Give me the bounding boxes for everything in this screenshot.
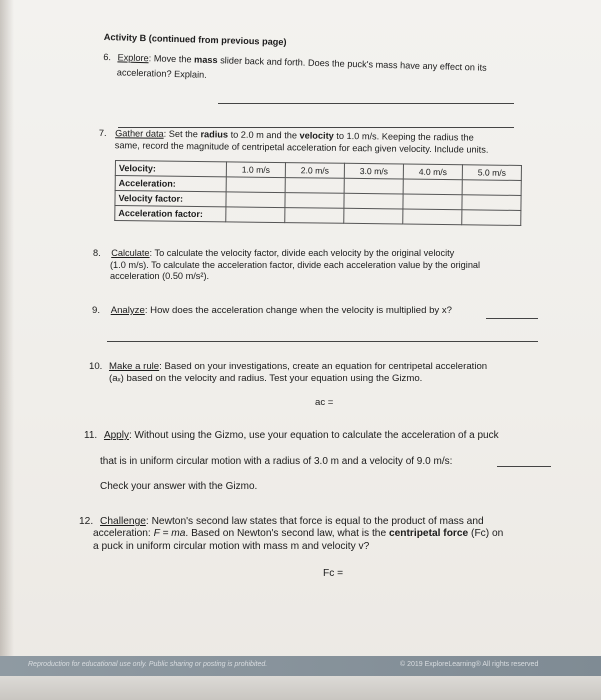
q6-label: Explore <box>117 51 149 63</box>
velocity-cell: 5.0 m/s <box>462 165 521 181</box>
q6-line2: acceleration? Explain. <box>116 67 207 80</box>
q12-equation: Fᴄ = <box>323 568 344 579</box>
acceleration-factor-input-cell[interactable] <box>403 209 462 225</box>
q7-text-a: : Set the <box>163 128 201 140</box>
acceleration-input-cell[interactable] <box>285 178 344 194</box>
q11-line1: : Without using the Gizmo, use your equation to calculate the acceleration of a puck <box>128 430 499 441</box>
q7-number: 7. <box>98 128 107 139</box>
q7-text-c: to 1.0 m/s. Keeping the radius the <box>333 130 474 143</box>
velocity-cell: 2.0 m/s <box>285 163 344 179</box>
question-9 <box>92 305 542 317</box>
velocity-factor-input-cell[interactable] <box>285 193 344 209</box>
q10-equation: aᴄ = <box>315 397 334 408</box>
q9-label: Analyze <box>110 305 145 316</box>
q12-line2b: . Based on Newton's second law, what is the <box>185 528 389 540</box>
acceleration-input-cell[interactable] <box>462 180 521 196</box>
q9-number: 9. <box>92 305 101 316</box>
acceleration-factor-input-cell[interactable] <box>344 208 403 224</box>
footer-bar <box>0 656 601 676</box>
velocity-cell: 1.0 m/s <box>226 162 285 178</box>
q6-answer-line-2[interactable] <box>118 127 514 128</box>
q12-line2a: acceleration: <box>93 528 154 540</box>
q12-equation-fma: F = ma <box>153 528 186 540</box>
row-label-acceleration: Acceleration: <box>115 176 226 192</box>
q12-line2 <box>93 528 569 540</box>
velocity-cell: 3.0 m/s <box>344 163 403 179</box>
page-shadow <box>0 0 14 700</box>
q10-number: 10. <box>89 361 103 372</box>
q10-label: Make a rule <box>109 361 160 372</box>
q8-line1: : To calculate the velocity factor, divide each velocity by the original velocity <box>149 248 455 258</box>
question-8 <box>93 248 543 283</box>
q6-text-a: : Move the <box>148 52 195 65</box>
q9-answer-line-2[interactable] <box>107 341 538 342</box>
q7-bold-radius: radius <box>200 129 229 140</box>
q6-answer-line-1[interactable] <box>218 103 514 104</box>
q11-label: Apply <box>103 430 129 441</box>
row-label-acceleration-factor: Acceleration factor: <box>115 206 226 222</box>
acceleration-factor-input-cell[interactable] <box>226 207 285 223</box>
acceleration-factor-input-cell[interactable] <box>285 208 344 224</box>
q12-line3: a puck in uniform circular motion with mass m and velocity v? <box>93 540 370 552</box>
question-10 <box>89 361 549 385</box>
footer-left-text: Reproduction for educational use only. Public sharing or posting is prohibited. <box>28 661 268 668</box>
q7-label: Gather data <box>115 128 164 139</box>
velocity-cell: 4.0 m/s <box>403 164 462 180</box>
q11-number: 11. <box>84 430 98 441</box>
row-label-velocity: Velocity: <box>115 161 226 177</box>
q10-line1: : Based on your investigations, create an equation for centripetal acceleration <box>159 361 488 372</box>
row-label-velocity-factor: Velocity factor: <box>115 191 226 207</box>
q6-bold-mass: mass <box>193 54 218 65</box>
q12-label: Challenge <box>100 516 146 527</box>
activity-header: Activity B (continued from previous page) <box>103 32 287 48</box>
page-bottom-edge <box>0 676 601 700</box>
data-table-wrap <box>114 160 522 226</box>
q12-number: 12. <box>79 516 94 527</box>
q12-bold-centripetal-force: centripetal force <box>388 528 469 540</box>
q9-text: : How does the acceleration change when the velocity is multiplied by x? <box>144 305 452 316</box>
velocity-factor-input-cell[interactable] <box>344 193 403 209</box>
q12-line2c: (Fᴄ) on <box>468 528 504 540</box>
q9-answer-line-1[interactable] <box>486 318 538 319</box>
data-table <box>114 160 522 226</box>
q7-bold-velocity: velocity <box>299 130 334 141</box>
question-11 <box>84 430 564 442</box>
q8-number: 8. <box>93 248 101 258</box>
velocity-factor-input-cell[interactable] <box>462 195 521 211</box>
q11-line2: that is in uniform circular motion with a radius of 3.0 m and a velocity of 9.0 m/s: <box>100 456 453 467</box>
q11-line3: Check your answer with the Gizmo. <box>100 481 258 492</box>
q12-line1: : Newton's second law states that force is equal to the product of mass and <box>145 516 484 527</box>
acceleration-factor-input-cell[interactable] <box>462 210 521 226</box>
q8-line3: acceleration (0.50 m/s²). <box>110 271 210 281</box>
q7-line2: same, record the magnitude of centripetal acceleration for each given velocity. Include units. <box>114 139 489 155</box>
velocity-factor-input-cell[interactable] <box>226 192 285 208</box>
q10-line2: (aₓ) based on the velocity and radius. Test your equation using the Gizmo. <box>109 373 423 384</box>
q6-number: 6. <box>103 51 112 62</box>
acceleration-input-cell[interactable] <box>344 178 403 194</box>
acceleration-input-cell[interactable] <box>403 179 462 195</box>
q8-line2: (1.0 m/s). To calculate the acceleration factor, divide each acceleration value by the original <box>110 259 481 270</box>
q7-text-b: to 2.0 m and the <box>227 129 300 141</box>
q8-label: Calculate <box>111 248 150 258</box>
top-section <box>103 32 524 90</box>
velocity-factor-input-cell[interactable] <box>403 194 462 210</box>
acceleration-input-cell[interactable] <box>226 177 285 193</box>
footer-right-text: © 2019 ExploreLearning® All rights reserved <box>400 661 539 668</box>
q11-answer-line[interactable] <box>497 466 551 467</box>
q6-text-b: slider back and forth. Does the puck's mass have any effect on its <box>220 54 487 73</box>
question-12 <box>79 516 569 553</box>
question-7 <box>99 128 539 156</box>
